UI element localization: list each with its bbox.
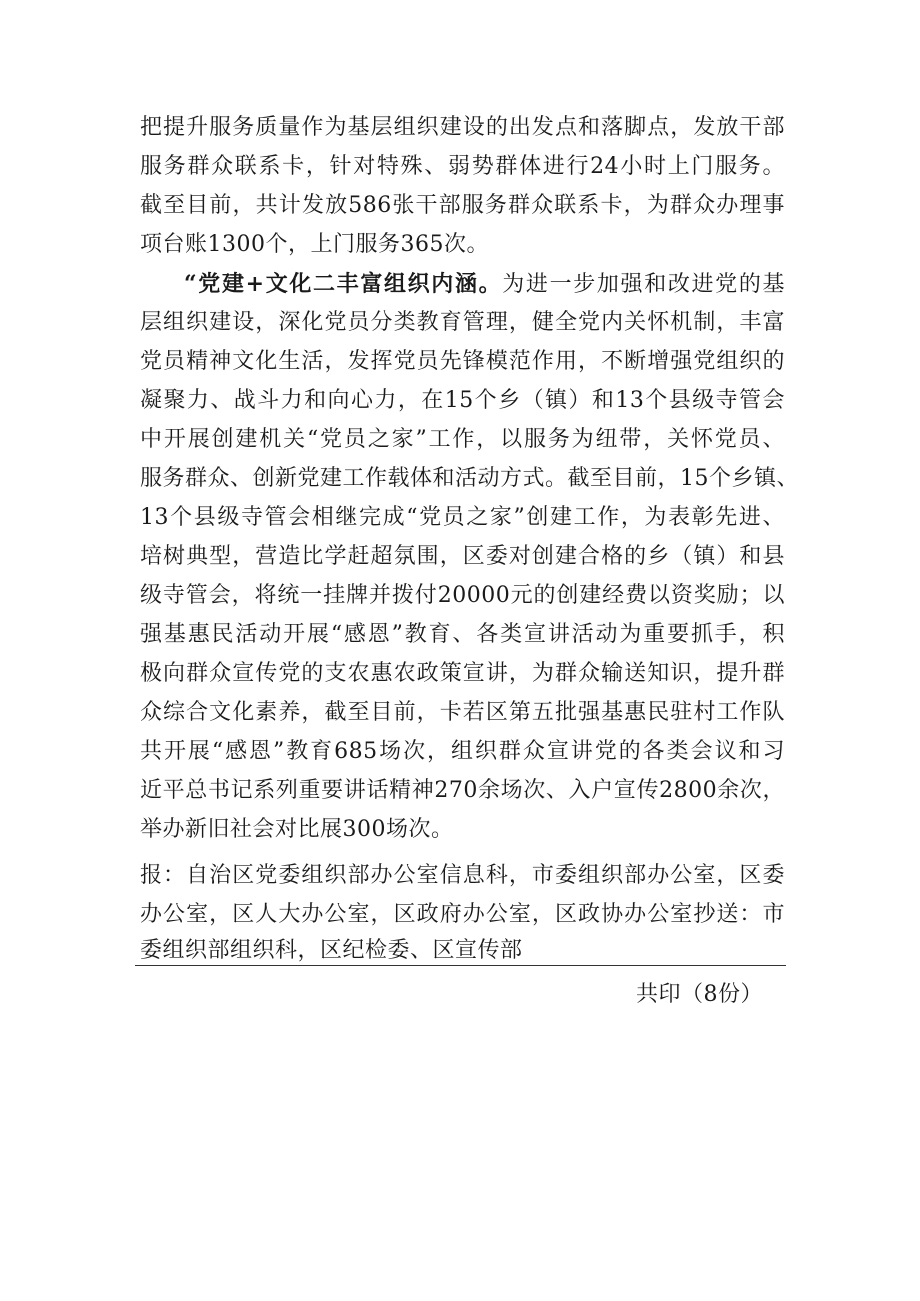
paragraph-line: 层组织建设，深化党员分类教育管理，健全党内关怀机制，丰富 bbox=[140, 310, 785, 335]
print-count: 共印（8份） bbox=[636, 982, 763, 1007]
paragraph-line: 服务群众、创新党建工作载体和活动方式。截至目前，15个乡镇、 bbox=[140, 466, 799, 491]
paragraph-line: 中开展创建机关“党员之家”工作，以服务为纽带，关怀党员、 bbox=[140, 427, 785, 452]
paragraph-line: 把提升服务质量作为基层组织建设的出发点和落脚点，发放干部 bbox=[140, 115, 785, 140]
paragraph-line: 众综合文化素养，截至目前，卡若区第五批强基惠民驻村工作队 bbox=[140, 700, 785, 725]
paragraph-text: 为进一步加强和改进党的基 bbox=[502, 272, 785, 297]
paragraph-line: 项台账1300个，上门服务365次。 bbox=[140, 232, 489, 257]
paragraph-line: 极向群众宣传党的支农惠农政策宣讲，为群众输送知识，提升群 bbox=[140, 661, 785, 686]
paragraph-line: 共开展“感恩”教育685场次，组织群众宣讲党的各类会议和习 bbox=[140, 739, 785, 764]
paragraph-line: 服务群众联系卡，针对特殊、弱势群体进行24小时上门服务。 bbox=[140, 154, 785, 179]
paragraph-line: 凝聚力、战斗力和向心力，在15个乡（镇）和13个县级寺管会 bbox=[140, 388, 785, 413]
paragraph-first-line bbox=[184, 264, 785, 304]
paragraph-line: 近平总书记系列重要讲话精神270余场次、入户宣传2800余次， bbox=[140, 778, 785, 803]
paragraph-line: 强基惠民活动开展“感恩”教育、各类宣讲活动为重要抓手，积 bbox=[140, 622, 785, 647]
paragraph-line: 13个县级寺管会相继完成“党员之家”创建工作，为表彰先进、 bbox=[140, 505, 785, 530]
paragraph-line: 举办新旧社会对比展300场次。 bbox=[140, 817, 454, 842]
divider-line bbox=[135, 965, 786, 966]
section-heading: “党建+文化二丰富组织内涵。 bbox=[184, 271, 503, 297]
distribution-line: 委组织部组织科，区纪检委、区宣传部 bbox=[140, 938, 523, 963]
paragraph-line: 党员精神文化生活，发挥党员先锋模范作用，不断增强党组织的 bbox=[140, 349, 785, 374]
paragraph-line: 培树典型，营造比学赶超氛围，区委对创建合格的乡（镇）和县 bbox=[140, 544, 785, 569]
paragraph-line: 截至目前，共计发放586张干部服务群众联系卡，为群众办理事 bbox=[140, 193, 785, 218]
distribution-line: 报：自治区党委组织部办公室信息科，市委组织部办公室，区委 bbox=[140, 863, 785, 888]
distribution-line: 办公室，区人大办公室，区政府办公室，区政协办公室抄送：市 bbox=[140, 902, 785, 927]
paragraph-line: 级寺管会，将统一挂牌并拨付20000元的创建经费以资奖励；以 bbox=[140, 583, 785, 608]
